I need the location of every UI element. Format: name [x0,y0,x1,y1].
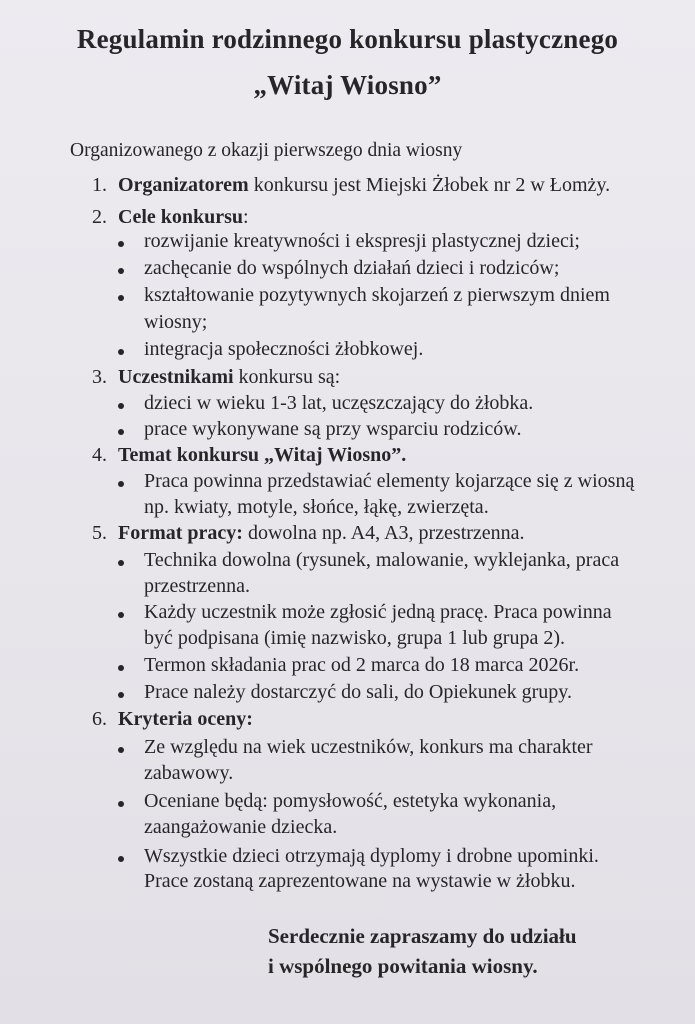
document-page: Regulamin rodzinnego konkursu plastycznego „Witaj Wiosno” Organizowanego z okazji pierwszego dnia wiosny 1. Organizatorem konkursu jest Miejski Żłobek nr 2 w Łomży. 2. Cele konkursu: rozwijanie kreatywności i ekspresji plastycznej dzieci; zachęcanie do wspólnych działań dzieci i rodziców; kształtowanie pozytywnych skojarzeń z pierwszym dniem wiosny; integracja społeczności żłobkowej. 3. Uczestnikami konkursu są: dzieci w wieku 1-3 lat, uczęszczający do żłobka. prace wykonywane są przy wsparciu rodziców. 4. Temat konkursu „Witaj Wiosno”. Praca powinna przedstawiać elementy kojarzące się z wiosną np. kwiaty, motyle, słońce, łąkę, zwierzęta. 5. Format pracy: dowolna np. A4, A3, przestrzenna. Technika dowolna (rysunek, malowanie, wyklejanka, praca przestrzenna. Każdy uczestnik może zgłosić jedną pracę. Praca powinna być podpisana (imię nazwisko, grupa 1 lub grupa 2). Termon składania prac od 2 marca do 18 marca 2026r. Prace należy dostarczyć do sali, do Opiekunek grupy. 6. Kryteria oceny: Ze względu na wiek uczestników, konkurs ma charakter zabawowy. Oceniane będą: pomysłowość, estetyka wykonania, zaangażowanie dziecka. Wszystkie dzieci otrzymają dyplomy i drobne upominki. Prace zostaną zaprezentowane na wystawie w żłobku. Serdecznie zapraszamy do udziału i wspólnego powitania wiosny. [0,0,695,1024]
closing-line-2: i wspólnego powitania wiosny. [268,954,538,978]
section-5: 5. Format pracy: dowolna np. A4, A3, przestrzenna. [92,522,525,544]
section-2: 2. Cele konkursu: [92,206,249,228]
section-6: 6. Kryteria oceny: [92,708,253,730]
title-line-2: „Witaj Wiosno” [253,70,442,100]
title-line-1: Regulamin rodzinnego konkursu plastycznego [76,24,619,54]
section-4: 4. Temat konkursu „Witaj Wiosno”. [92,444,407,466]
section-3: 3. Uczestnikami konkursu są: [92,366,341,388]
section-1-bold: Organizatorem [118,174,249,196]
intro-text: Organizowanego z okazji pierwszego dnia wiosny [70,140,463,161]
closing-line-1: Serdecznie zapraszamy do udziału [268,924,577,948]
section-1: 1. Organizatorem konkursu jest Miejski Żłobek nr 2 w Łomży. [92,174,611,196]
